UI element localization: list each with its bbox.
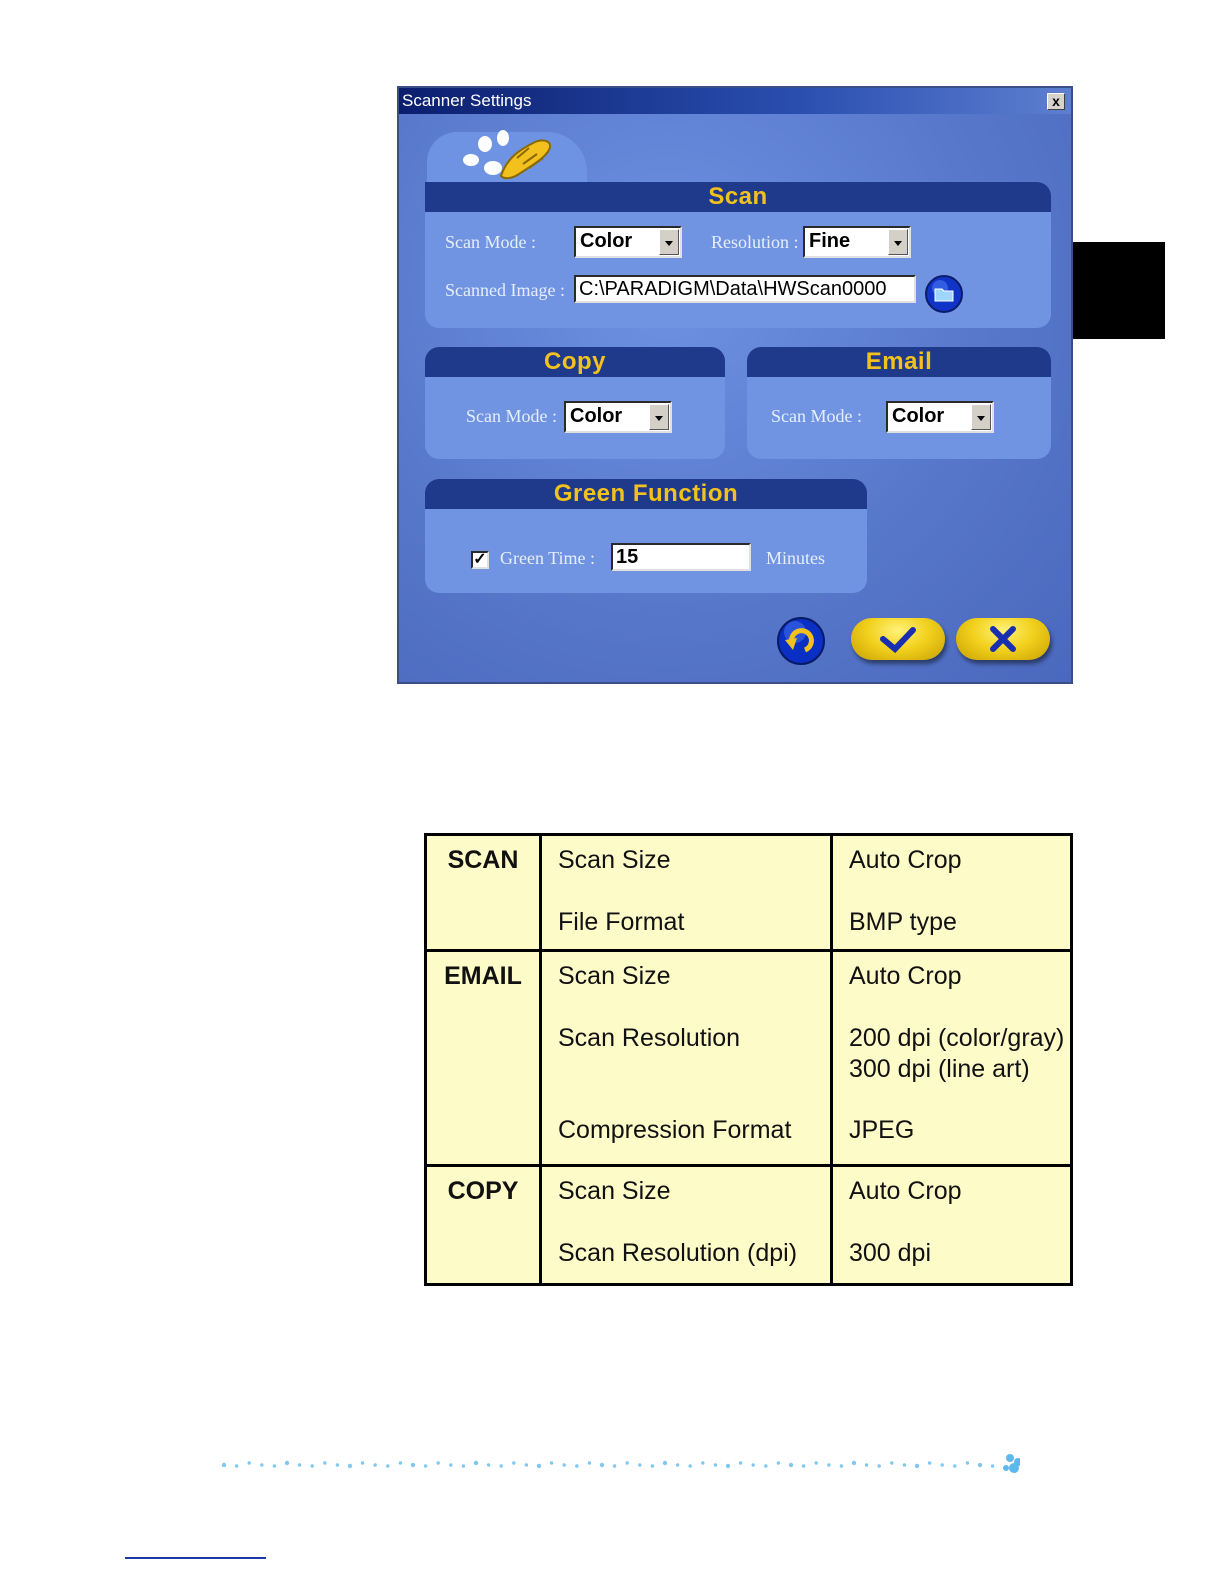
decorative-dot: [663, 1461, 667, 1465]
decorative-dot: [752, 1463, 755, 1466]
decorative-dot: [789, 1463, 793, 1467]
decorative-dot: [777, 1461, 780, 1464]
decorative-dot: [399, 1461, 402, 1464]
decorative-dot: [802, 1464, 805, 1467]
close-button[interactable]: x: [1047, 93, 1065, 110]
decorative-dot: [260, 1463, 263, 1466]
table-value: Auto Crop: [849, 962, 962, 990]
decorative-dot: [701, 1461, 704, 1464]
scan-group-header: Scan: [425, 182, 1051, 212]
email-scan-mode-value: Color: [892, 405, 945, 427]
minutes-label: Minutes: [766, 548, 826, 568]
decorative-dot: [878, 1464, 881, 1467]
decorative-dot: [626, 1461, 629, 1464]
table-label: Scan Size: [558, 846, 671, 874]
decorative-dot: [437, 1461, 440, 1464]
decorative-dot: [953, 1464, 956, 1467]
copy-scan-mode-label: Scan Mode :: [466, 406, 557, 426]
scanned-image-label: Scanned Image :: [445, 280, 565, 300]
decorative-dot: [424, 1464, 427, 1467]
green-function-header: Green Function: [425, 479, 867, 509]
decorative-dot: [361, 1461, 364, 1464]
table-value: 300 dpi (line art): [849, 1055, 1030, 1083]
table-row: [426, 951, 1072, 1166]
decorative-dot: [563, 1463, 566, 1466]
chevron-down-icon[interactable]: [971, 404, 991, 430]
decorative-dot: [323, 1461, 326, 1464]
decorative-dot: [714, 1463, 717, 1466]
decorative-dotted-line: [220, 1452, 1020, 1478]
email-scan-mode-label: Scan Mode :: [771, 406, 862, 426]
scanner-settings-dialog: [397, 86, 1073, 684]
scan-mode-value: Color: [580, 230, 633, 252]
decorative-dot: [411, 1463, 415, 1467]
chevron-down-icon[interactable]: [888, 229, 908, 255]
section-cell: EMAIL: [426, 951, 541, 1166]
decorative-dot: [739, 1461, 742, 1464]
decorative-dot: [651, 1464, 654, 1467]
decorative-dot: [512, 1461, 515, 1464]
decorative-dot: [474, 1461, 478, 1465]
decorative-dot: [764, 1464, 767, 1467]
value-cell: [832, 1166, 1072, 1285]
decorative-dot: [865, 1463, 868, 1466]
decorative-dot: [575, 1464, 578, 1467]
cancel-button[interactable]: [956, 618, 1050, 660]
table-label: Scan Resolution: [558, 1024, 741, 1052]
decorative-dot: [285, 1461, 289, 1465]
table-label: Scan Size: [558, 962, 671, 990]
table-label: File Format: [558, 908, 685, 936]
decorative-dot: [840, 1464, 843, 1467]
green-time-input[interactable]: 15: [611, 543, 751, 571]
chapter-tab-marker: [1073, 242, 1165, 339]
value-cell: [832, 951, 1072, 1166]
table-value: Auto Crop: [849, 1177, 962, 1205]
green-time-label: Green Time :: [500, 548, 596, 568]
section-cell: SCAN: [426, 835, 541, 951]
email-group-header: Email: [747, 347, 1051, 377]
copy-group-header: Copy: [425, 347, 725, 377]
decorative-dot: [311, 1464, 314, 1467]
cancel-x-icon: [956, 618, 1050, 660]
table-row: [426, 835, 1072, 951]
table-label: Compression Format: [558, 1116, 792, 1144]
decorative-dot: [903, 1463, 906, 1466]
table-label: Scan Size: [558, 1177, 671, 1205]
decorative-dot: [890, 1461, 893, 1464]
email-scan-mode-select[interactable]: [886, 401, 994, 433]
decorative-dot: [689, 1464, 692, 1467]
scan-mode-label: Scan Mode :: [445, 232, 536, 252]
label-cell: [541, 951, 832, 1166]
title-bar[interactable]: [399, 88, 1071, 114]
resolution-select[interactable]: [803, 226, 911, 258]
chevron-down-icon[interactable]: [659, 229, 679, 255]
section-cell: COPY: [426, 1166, 541, 1285]
decorative-dot: [613, 1464, 616, 1467]
value-cell: [832, 835, 1072, 951]
decorative-dot: [222, 1463, 226, 1467]
decorative-dot: [726, 1464, 730, 1468]
ok-button[interactable]: [851, 618, 945, 660]
page-underline-rule: [125, 1557, 266, 1559]
resolution-value: Fine: [809, 230, 851, 252]
ok-check-icon: [851, 618, 945, 660]
decorative-dot: [298, 1463, 301, 1466]
decorative-dot: [676, 1463, 679, 1466]
paw-print-icon: [1006, 1454, 1014, 1462]
chevron-down-icon[interactable]: [649, 404, 669, 430]
decorative-dot: [827, 1463, 830, 1466]
resolution-label: Resolution :: [711, 232, 799, 252]
decorative-dot: [500, 1464, 503, 1467]
decorative-dot: [588, 1461, 591, 1464]
decorative-dot: [449, 1463, 452, 1466]
decorative-dot: [550, 1461, 553, 1464]
folder-icon[interactable]: [924, 274, 964, 314]
table-row: [426, 1166, 1072, 1285]
decorative-dot: [336, 1463, 339, 1466]
label-cell: [541, 835, 832, 951]
decorative-dot: [525, 1463, 528, 1466]
decorative-dot: [386, 1464, 389, 1467]
table-value: 200 dpi (color/gray): [849, 1024, 1065, 1052]
table-value: JPEG: [849, 1116, 915, 1144]
decorative-dot: [537, 1464, 541, 1468]
copy-scan-mode-value: Color: [570, 405, 623, 427]
green-time-checkbox[interactable]: ✓: [471, 551, 489, 569]
decorative-dot: [815, 1461, 818, 1464]
decorative-dot: [966, 1461, 969, 1464]
decorative-dot: [348, 1464, 352, 1468]
hand-logo-icon: [457, 128, 567, 184]
decorative-dot: [273, 1464, 276, 1467]
table-value: Auto Crop: [849, 846, 962, 874]
dialog-title: Scanner Settings: [402, 91, 532, 110]
paw-print-icon: [1003, 1465, 1009, 1471]
default-settings-table: [424, 833, 1073, 1286]
decorative-dot: [638, 1463, 641, 1466]
decorative-dot: [462, 1464, 465, 1467]
decorative-dot: [487, 1463, 490, 1466]
decorative-dot: [928, 1461, 931, 1464]
table-label: Scan Resolution (dpi): [558, 1239, 798, 1267]
decorative-dot: [600, 1463, 604, 1467]
decorative-dot: [248, 1461, 251, 1464]
table-value: BMP type: [849, 908, 957, 936]
scan-mode-select[interactable]: [574, 226, 682, 258]
decorative-dot: [941, 1463, 944, 1466]
copy-scan-mode-select[interactable]: [564, 401, 672, 433]
decorative-dot: [852, 1461, 856, 1465]
label-cell: [541, 1166, 832, 1285]
decorative-dot: [915, 1464, 919, 1468]
decorative-dot: [978, 1463, 982, 1467]
table-value: 300 dpi: [849, 1239, 932, 1267]
decorative-dot: [235, 1464, 238, 1467]
paw-print-icon: [1009, 1463, 1019, 1473]
decorative-dot: [374, 1463, 377, 1466]
decorative-dot: [991, 1464, 994, 1467]
scanned-image-path-field[interactable]: C:\PARADIGM\Data\HWScan0000: [574, 275, 916, 303]
undo-icon[interactable]: [775, 614, 827, 666]
